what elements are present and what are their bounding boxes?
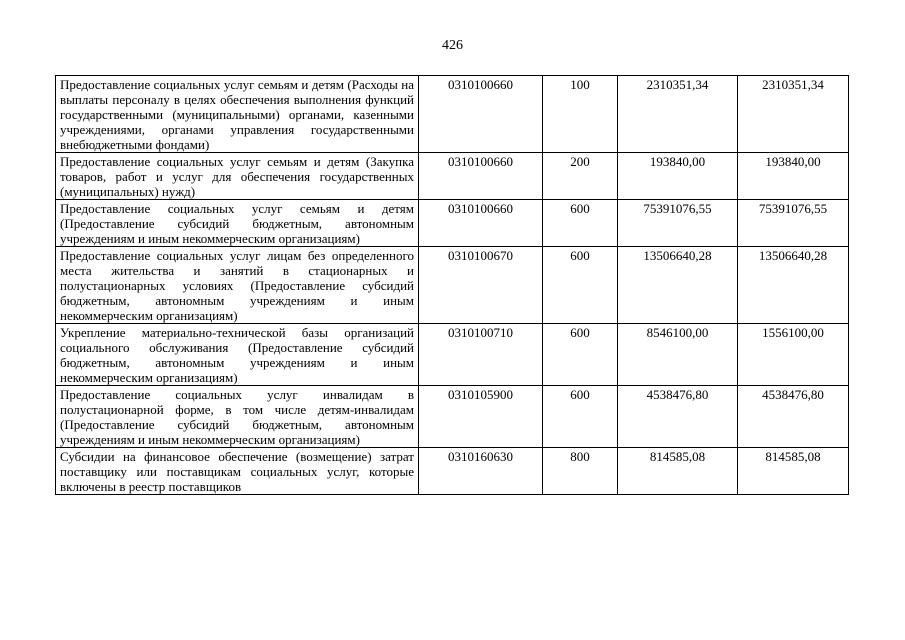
- row-amount-2: 2310351,34: [738, 76, 849, 153]
- row-amount-2: 75391076,55: [738, 200, 849, 247]
- row-amount-1: 193840,00: [618, 153, 738, 200]
- table-row: [56, 324, 849, 386]
- row-target-code: 0310100660: [419, 153, 543, 200]
- row-target-code: 0310100660: [419, 76, 543, 153]
- row-target-code: 0310105900: [419, 386, 543, 448]
- row-amount-2: 13506640,28: [738, 247, 849, 324]
- row-expense-type: 600: [543, 247, 618, 324]
- row-description: Предоставление социальных услуг семьям и детям (Предоставление субсидий бюджетным, автономным учреждениям и иным некоммерческим организациям): [56, 200, 419, 247]
- row-target-code: 0310100670: [419, 247, 543, 324]
- row-amount-1: 4538476,80: [618, 386, 738, 448]
- page-number: 426: [442, 38, 463, 53]
- budget-table-body: [56, 76, 849, 495]
- row-description: Субсидии на финансовое обеспечение (возмещение) затрат поставщику или поставщикам социальных услуг, которые включены в реестр поставщиков: [56, 448, 419, 495]
- row-expense-type: 600: [543, 386, 618, 448]
- row-description: Предоставление социальных услуг семьям и детям (Расходы на выплаты персоналу в целях обеспечения выполнения функций государственными (муниципальными) органами, казенными учреждениями, органами управления государственными внебюджетными фондами): [56, 76, 419, 153]
- table-row: [56, 200, 849, 247]
- row-amount-2: 193840,00: [738, 153, 849, 200]
- table-row: [56, 76, 849, 153]
- row-amount-1: 75391076,55: [618, 200, 738, 247]
- row-amount-2: 814585,08: [738, 448, 849, 495]
- row-expense-type: 100: [543, 76, 618, 153]
- row-amount-1: 814585,08: [618, 448, 738, 495]
- row-amount-2: 4538476,80: [738, 386, 849, 448]
- row-description: Предоставление социальных услуг лицам без определенного места жительства и занятий в стационарных и полустационарных условиях (Предоставление субсидий бюджетным, автономным учреждениям и иным некоммерческим организациям): [56, 247, 419, 324]
- row-target-code: 0310160630: [419, 448, 543, 495]
- row-expense-type: 200: [543, 153, 618, 200]
- table-row: [56, 153, 849, 200]
- row-target-code: 0310100710: [419, 324, 543, 386]
- row-expense-type: 600: [543, 200, 618, 247]
- row-description: Предоставление социальных услуг инвалидам в полустационарной форме, в том числе детям-инвалидам (Предоставление субсидий бюджетным, автономным учреждениям и иным некоммерческим организациям): [56, 386, 419, 448]
- row-amount-1: 2310351,34: [618, 76, 738, 153]
- table-row: [56, 247, 849, 324]
- budget-table: [55, 75, 849, 495]
- row-amount-2: 1556100,00: [738, 324, 849, 386]
- table-row: [56, 448, 849, 495]
- row-target-code: 0310100660: [419, 200, 543, 247]
- row-expense-type: 800: [543, 448, 618, 495]
- row-amount-1: 13506640,28: [618, 247, 738, 324]
- row-description: Предоставление социальных услуг семьям и детям (Закупка товаров, работ и услуг для обеспечения государственных (муниципальных) нужд): [56, 153, 419, 200]
- table-row: [56, 386, 849, 448]
- row-amount-1: 8546100,00: [618, 324, 738, 386]
- row-description: Укрепление материально-технической базы организаций социального обслуживания (Предоставление субсидий бюджетным, автономным учреждениям и иным некоммерческим организациям): [56, 324, 419, 386]
- row-expense-type: 600: [543, 324, 618, 386]
